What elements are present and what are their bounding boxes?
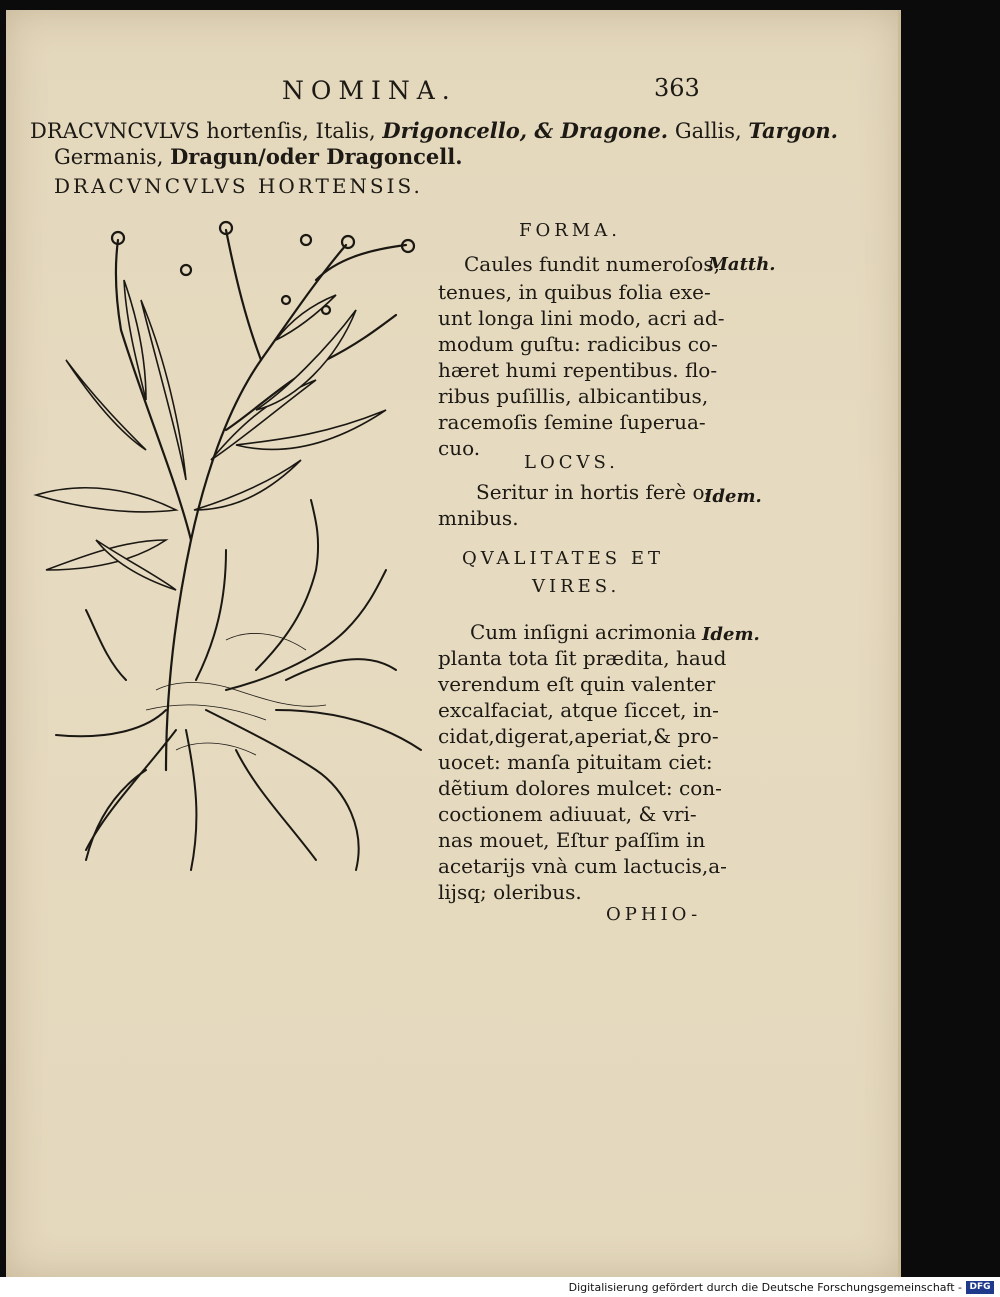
locus-heading: LOCVS. <box>524 452 619 473</box>
qualitates-line: cidat,digerat,aperiat,& pro- <box>438 724 719 748</box>
margin-note-matth: Matth. <box>708 254 776 275</box>
forma-line: unt longa lini modo, acri ad- <box>438 306 725 330</box>
qualitates-line: dẽtium dolores mulcet: con- <box>438 776 722 800</box>
locus-line: Seritur in hortis ferè o- <box>476 480 712 504</box>
names-french-term: Targon. <box>748 118 838 143</box>
forma-heading: FORMA. <box>519 220 621 241</box>
plant-woodcut-illustration <box>26 210 426 880</box>
qualitates-line: uocet: manſa pituitam ciet: <box>438 750 713 774</box>
footer-credit-text: Digitalisierung gefördert durch die Deutsche Forschungsgemeinschaft - <box>568 1281 962 1294</box>
forma-line: racemoſis ſemine ſuperua- <box>438 410 706 434</box>
plant-title: DRACVNCVLVS HORTENSIS. <box>54 174 423 198</box>
forma-line: modum guſtu: radicibus co- <box>438 332 718 356</box>
forma-line: tenues, in quibus folia exe- <box>438 280 711 304</box>
digitization-footer <box>0 1277 1000 1297</box>
names-line-2 <box>54 144 463 169</box>
qualitates-line: excalfaciat, atque ſiccet, in- <box>438 698 719 722</box>
qualitates-line: lijsq; oleribus. <box>438 880 582 904</box>
margin-note-idem-1: Idem. <box>704 486 762 507</box>
forma-line: hæret humi repentibus. flo- <box>438 358 718 382</box>
margin-note-idem-2: Idem. <box>702 624 760 645</box>
qualitates-line: verendum eſt quin valenter <box>438 672 716 696</box>
qualitates-line: coctionem adiuuat, & vri- <box>438 802 697 826</box>
book-page <box>6 10 901 1277</box>
qualitates-heading: QVALITATES ET <box>462 548 664 569</box>
qualitates-line: Cum inſigni acrimonia <box>470 620 697 644</box>
names-gallis: Gallis, <box>674 119 742 143</box>
names-german-terms: Dragun/oder Dragoncell. <box>170 144 463 169</box>
qualitates-line: planta tota ſit prædita, haud <box>438 646 727 670</box>
locus-line: mnibus. <box>438 506 519 530</box>
names-germanis: Germanis, <box>54 145 164 169</box>
qualitates-line: acetarijs vnà cum lactucis,a- <box>438 854 727 878</box>
running-head: NOMINA. <box>282 76 457 105</box>
page-number: 363 <box>654 74 700 102</box>
names-line-1 <box>30 118 838 143</box>
qualitates-line: nas mouet, Eſtur paſſim in <box>438 828 706 852</box>
catchword: OPHIO- <box>606 904 702 925</box>
forma-line: Caules fundit numeroſos, <box>464 252 720 276</box>
names-italian-terms: Drigoncello, & Dragone. <box>382 118 669 143</box>
dfg-logo: DFG <box>966 1281 994 1294</box>
forma-line: ribus puſillis, albicantibus, <box>438 384 709 408</box>
names-latin-italian: DRACVNCVLVS hortenſis, Italis, <box>30 119 376 143</box>
vires-heading: VIRES. <box>532 576 621 597</box>
forma-line: cuo. <box>438 436 481 460</box>
